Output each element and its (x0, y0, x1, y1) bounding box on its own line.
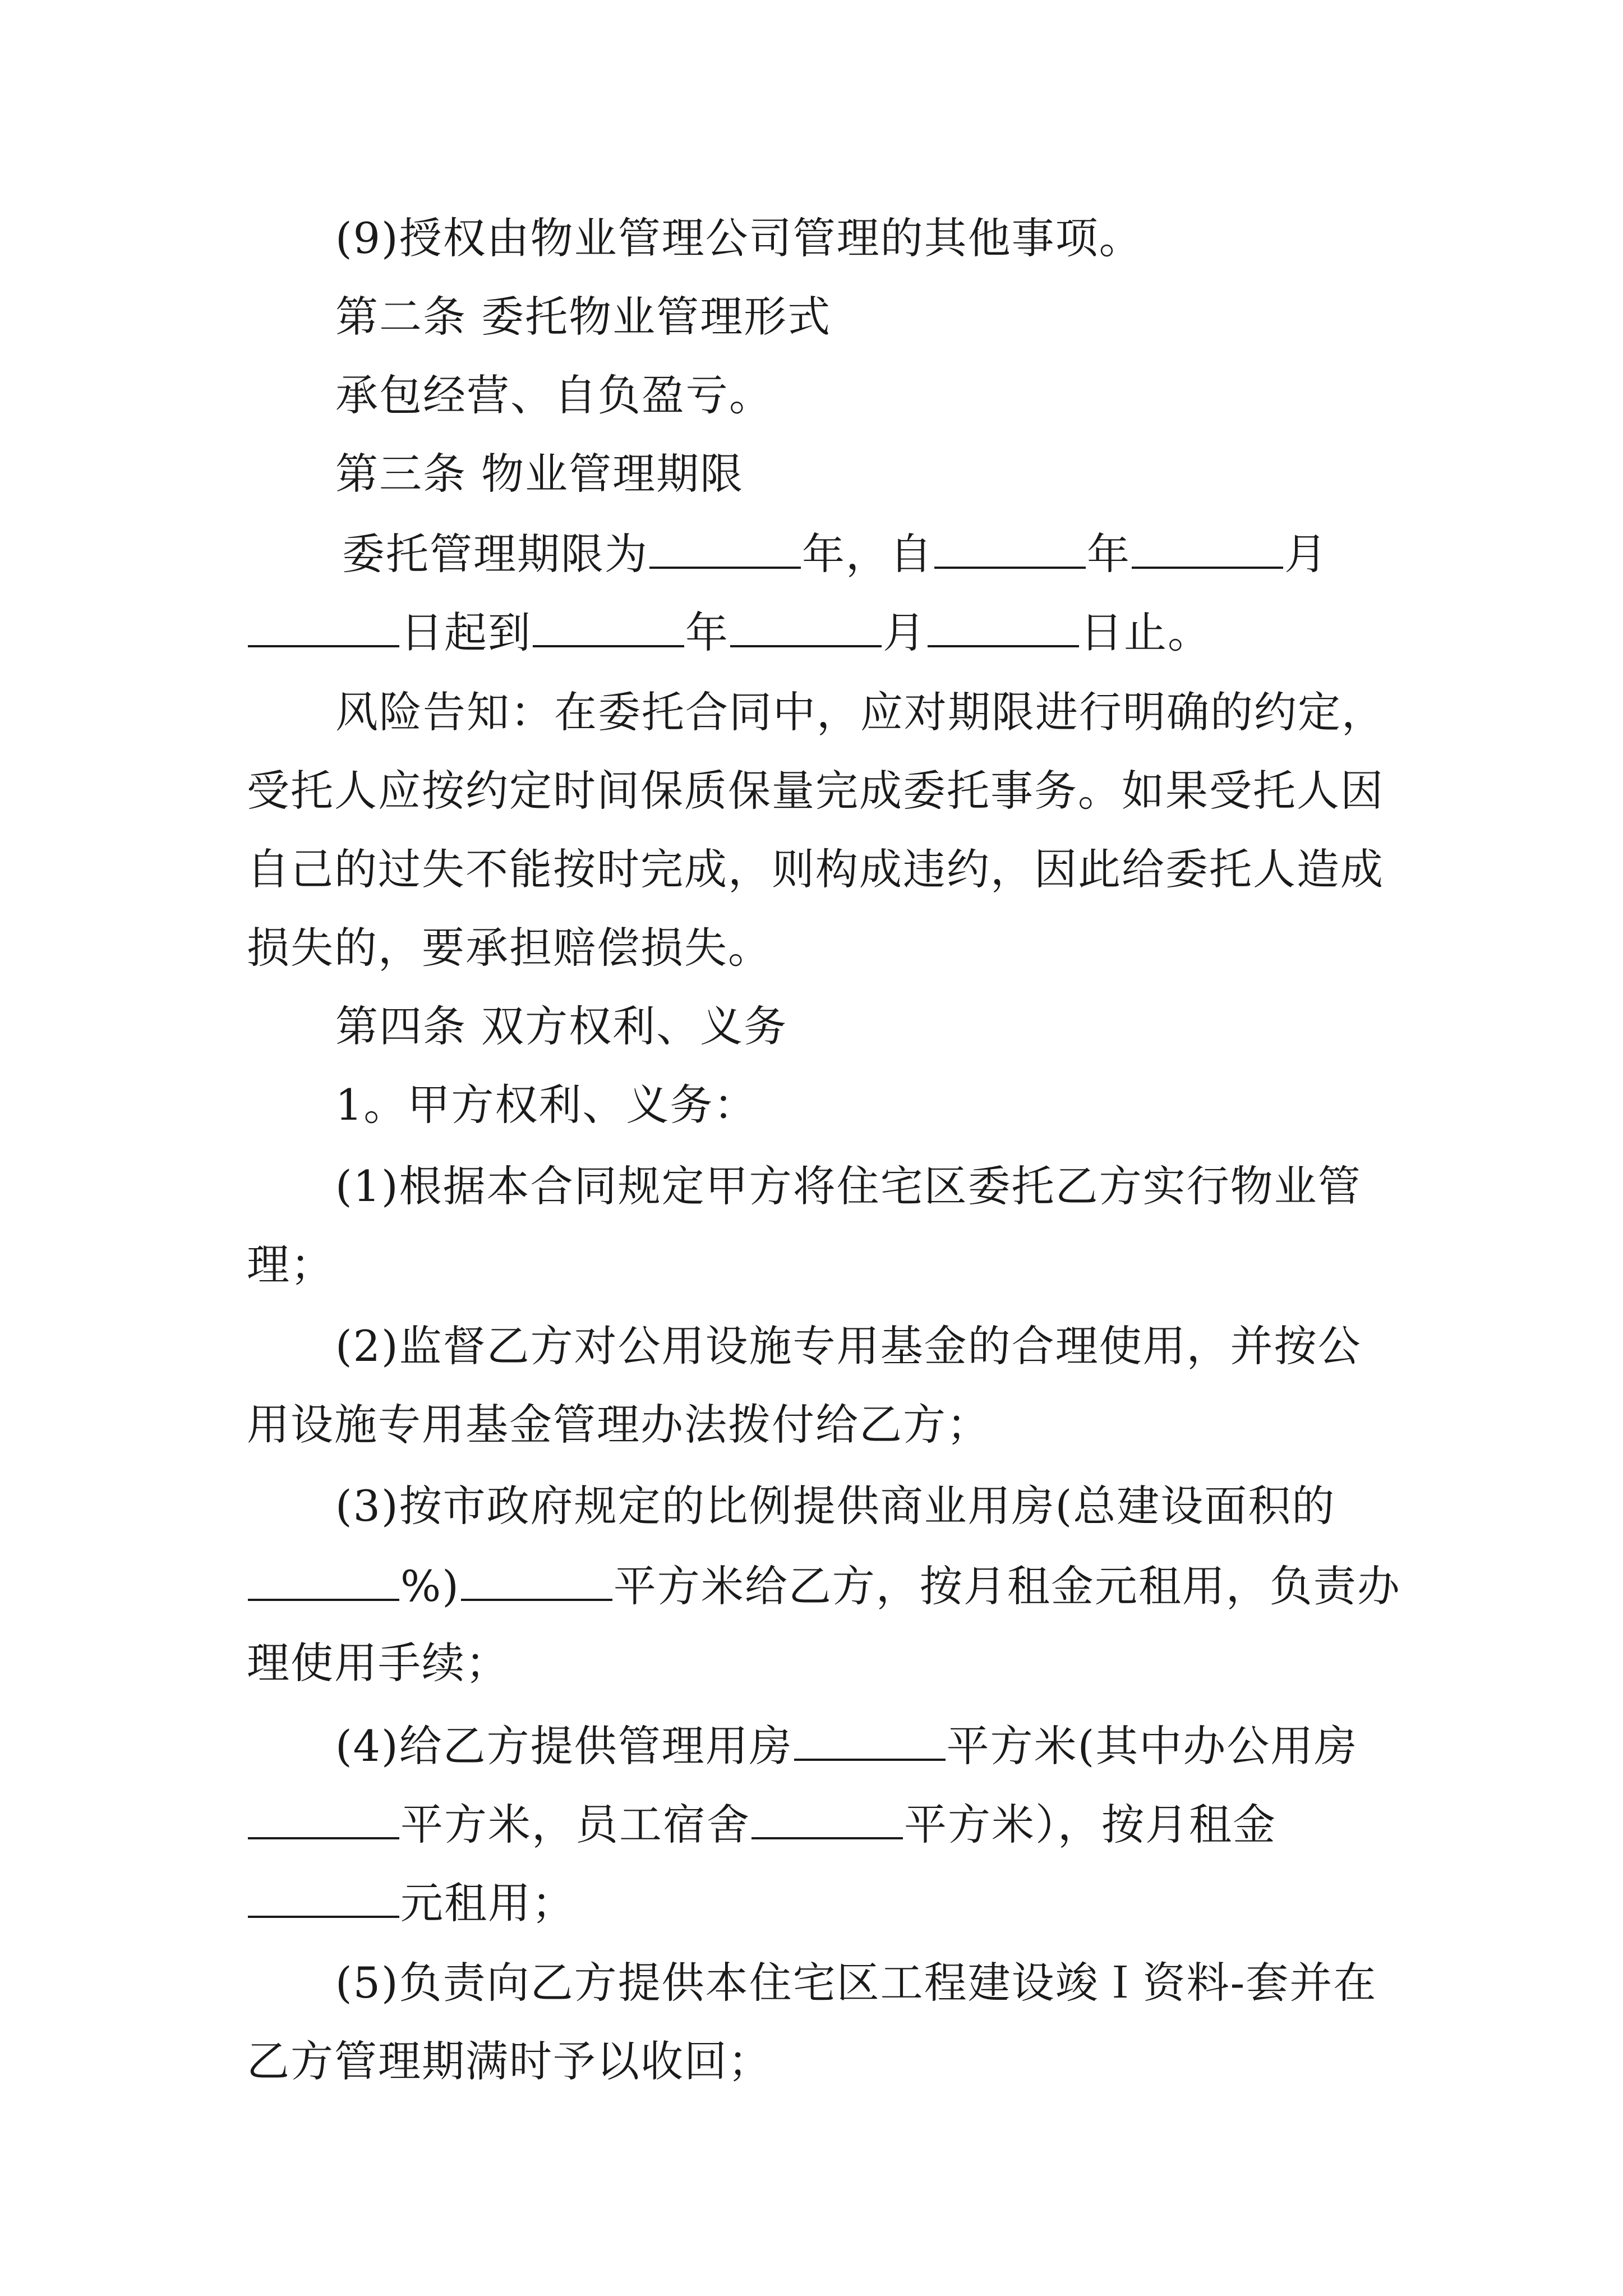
blank-field (751, 1798, 903, 1839)
clause-item-1-line-1: (1)根据本合同规定甲方将住宅区委托乙方实行物业管 (335, 1161, 1362, 1211)
clause-item-3-line-3: 理使用手续； (247, 1638, 509, 1688)
term-line-2 (247, 606, 1211, 658)
blank-field (730, 606, 882, 647)
clause-item-4-text-1: (4)给乙方提供管理用房 (335, 1721, 793, 1771)
blank-field (649, 527, 801, 569)
term-text-3: 年 (1087, 529, 1131, 579)
clause-item-3-line-1: (3)按市政府规定的比例提供商业用房(总建设面积的 (335, 1481, 1336, 1531)
clause-item-4-text-2: 平方米(其中办公用房 (946, 1721, 1358, 1771)
risk-notice-line-3: 自己的过失不能按时完成，则构成违约，因此给委托人造成 (247, 844, 1384, 894)
blank-field (248, 1876, 399, 1918)
term-text-5: 日起到 (400, 608, 532, 657)
clause-item-3-area-text: 平方米给乙方，按月租金元租用，负责办 (613, 1561, 1401, 1611)
term-text-2: 年，自 (802, 529, 933, 579)
party-a-title: 1。甲方权利、义务： (335, 1080, 758, 1130)
blank-field (248, 1798, 399, 1839)
clause-item-5-line-1: (5)负责向乙方提供本住宅区工程建设竣Ｉ资料-套并在 (335, 1958, 1377, 2008)
blank-field (1132, 527, 1283, 569)
risk-notice-line-2: 受托人应按约定时间保质保量完成委托事务。如果受托人因 (247, 766, 1384, 816)
term-text-6: 年 (685, 608, 729, 657)
blank-field (934, 527, 1086, 569)
clause-item-5-line-2: 乙方管理期满时予以收回； (247, 2036, 772, 2086)
blank-field (794, 1719, 946, 1761)
term-text-4: 月 (1284, 529, 1328, 579)
term-text-8: 日止。 (1080, 608, 1211, 657)
clause-item-3-line-2 (247, 1559, 1401, 1612)
term-text-1: 委托管理期限为 (342, 529, 648, 579)
article-3-title: 第三条 物业管理期限 (335, 449, 744, 499)
article-2-title: 第二条 委托物业管理形式 (335, 292, 832, 342)
article-2-body: 承包经营、自负盈亏。 (335, 370, 773, 420)
clause-item-2-line-1: (2)监督乙方对公用设施专用基金的合理使用，并按公 (335, 1321, 1362, 1371)
clause-item-4-text-5: 元租用； (400, 1878, 575, 1928)
clause-item-9: (9)授权由物业管理公司管理的其他事项。 (335, 213, 1143, 263)
term-line-1 (342, 527, 1328, 579)
clause-item-3-percent: %) (400, 1561, 460, 1611)
blank-field (248, 606, 399, 647)
clause-item-4-text-3: 平方米，员工宿舍 (400, 1800, 750, 1849)
risk-notice-line-1: 风险告知：在委托合同中，应对期限进行明确的约定， (335, 687, 1385, 737)
blank-field (533, 606, 684, 647)
clause-item-1-line-2: 理； (247, 1240, 334, 1290)
term-text-7: 月 (883, 608, 926, 657)
clause-item-4-line-2 (247, 1798, 1276, 1850)
blank-field (248, 1559, 399, 1601)
blank-field (928, 606, 1079, 647)
clause-item-4-line-1 (335, 1719, 1358, 1772)
blank-field (461, 1559, 612, 1601)
risk-notice-line-4: 损失的，要承担赔偿损失。 (247, 923, 772, 973)
article-4-title: 第四条 双方权利、义务 (335, 1001, 788, 1051)
clause-item-2-line-2: 用设施专用基金管理办法拨付给乙方； (247, 1400, 990, 1450)
clause-item-4-line-3 (247, 1876, 575, 1929)
clause-item-4-text-4: 平方米），按月租金 (904, 1800, 1276, 1849)
